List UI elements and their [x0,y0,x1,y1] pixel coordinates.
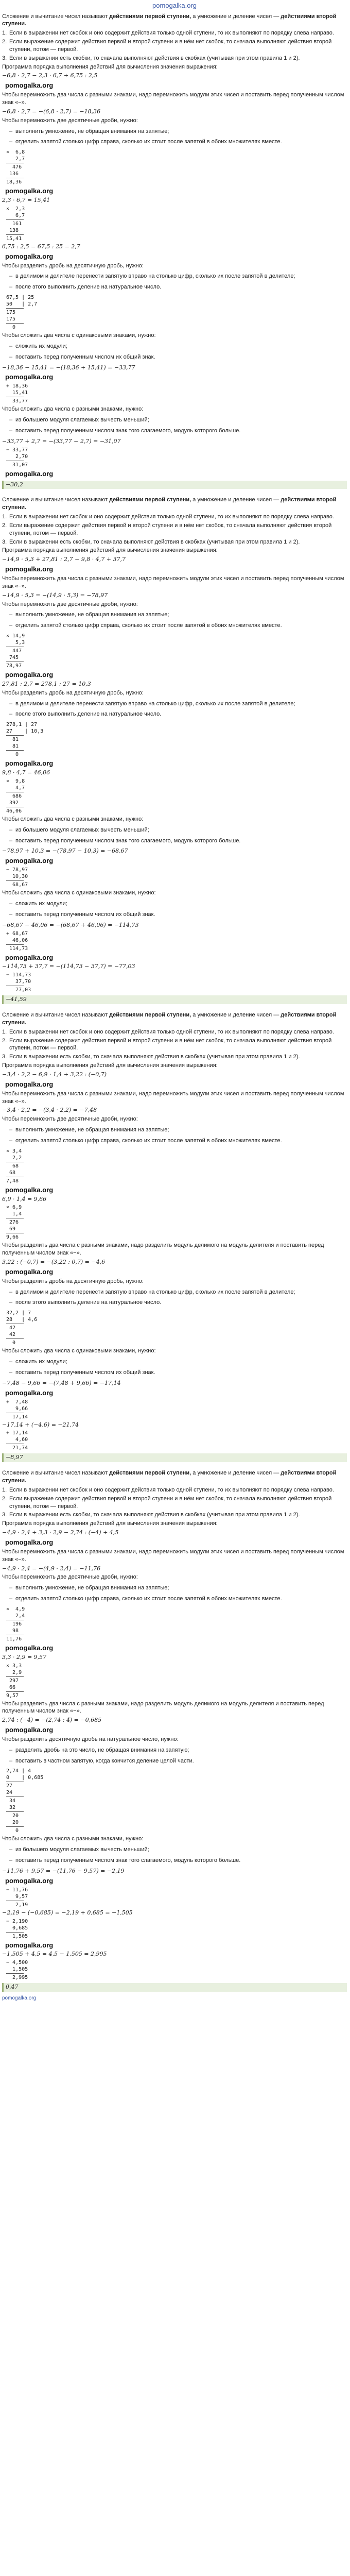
answer: 0,47 [2,1983,347,1992]
problem-3: Сложение и вычитание чисел называют действиями первой ступени, а умножение и деление чисел — действиями второй ступени. 1. Если в выражении нет скобок и оно содержит действия только одной ступени, то их выполняют по порядку слева направо. 2. Если выражение содержит действия первой и второй ступени и в нём нет скобок, то сначала выполняют действия второй ступени, потом — первой. 3. Если в выражении есть скобки, то сначала выполняют действия в скобках (учитывая при этом правила 1 и 2). Программа порядка выполнения действий для вычисления значения выражения: −3,4 · 2,2 − 6,9 · 1,4 + 3,22 : (−0,7) pomogalka.org Чтобы перемножить два числа с разными знаками, надо перемножить модули этих чисел и поставить перед полученным числом знак «−». −3,4 · 2,2 = −(3,4 · 2,2) = −7,48 Чтобы перемножить две десятичные дроби, нужно: – выполнить умножение, не обращая внимания на запятые; – отделить запятой столько цифр справа, сколько их стоит после запятой в обоих множителях вместе. × 3,4 2,2 68 68 7,48 pomogalka.org 6,9 · 1,4 = 9,66 × 6,9 1,4 276 69 9,66 Чтобы разделить два числа с разными знаками, надо разделить модуль делимого на модуль делителя и поставить перед полученным числом знак «−». 3,22 : (−0,7) = −(3,22 : 0,7) = −4,6 pomogalka.org Чтобы разделить дробь на десятичную дробь, нужно: – в делимом и делителе перенести запятую вправо на столько цифр, сколько их после запятой в делителе; – после этого выполнить деление на натуральное число. 32,2 | 7 28 | 4,6 42 42 0 Чтобы сложить два числа с одинаковыми знаками, нужно: – сложить их модули; – поставить перед полученным числом их общий знак. −7,48 − 9,66 = −(7,48 + 9,66) = −17,14 pomogalka.org + 7,48 9,66 17,14 −17,14 + (−4,6) = −21,74 + 17,14 4,60 21,74 −8,97 [2,1011,347,1462]
problem-2: Сложение и вычитание чисел называют действиями первой ступени, а умножение и деление чисел — действиями второй ступени. 1. Если в выражении нет скобок и оно содержит действия только одной ступени, то их выполняют по порядку слева направо. 2. Если выражение содержит действия первой и второй ступени и в нём нет скобок, то сначала выполняют действия второй ступени, потом — первой. 3. Если в выражении есть скобки, то сначала выполняют действия в скобках (учитывая при этом правила 1 и 2). Программа порядка выполнения действий для вычисления значения выражения: −14,9 · 5,3 + 27,81 : 2,7 − 9,8 · 4,7 + 37,7 pomogalka.org Чтобы перемножить два числа с разными знаками, надо перемножить модули этих чисел и поставить перед полученным числом знак «−». −14,9 · 5,3 = −(14,9 · 5,3) = −78,97 Чтобы перемножить две десятичные дроби, нужно: – выполнить умножение, не обращая внимания на запятые; – отделить запятой столько цифр справа, сколько их стоит после запятой в обоих множителях вместе. × 14,9 5,3 447 745 78,97 pomogalka.org 27,81 : 2,7 = 278,1 : 27 = 10,3 Чтобы разделить дробь на десятичную дробь, нужно: – в делимом и делителе перенести запятую вправо на столько цифр, сколько их после запятой в делителе; – после этого выполнить деление на натуральное число. 278,1 | 27 27 | 10,3 81 81 0 pomogalka.org 9,8 · 4,7 = 46,06 × 9,8 4,7 686 392 46,06 Чтобы сложить два числа с разными знаками, нужно: – из большего модуля слагаемых вычесть меньший; – поставить перед полученным числом знак того слагаемого, модуль которого больше. −78,97 + 10,3 = −(78,97 − 10,3) = −68,67 pomogalka.org − 78,97 10,30 68,67 Чтобы сложить два числа с одинаковыми знаками, нужно: – сложить их модули; – поставить перед полученным числом их общий знак. −68,67 − 46,06 = −(68,67 + 46,06) = −114,73 + 68,67 46,06 114,73 pomogalka.org −114,73 + 37,7 = −(114,73 − 37,7) = −77,03 − 114,73 37,70 77,03 −41,59 [2,496,347,1004]
calc-line: −18,36 − 15,41 = −(18,36 + 15,41) = −33,77 [2,364,135,371]
column-calc: × 6,8 2,7 476 136 18,36 [6,149,25,185]
answer: −8,97 [2,1453,347,1462]
footer-brand[interactable]: pomogalka.org [2,1995,37,2002]
problem-expression: −6,8 · 2,7 − 2,3 · 6,7 + 6,75 : 2,5 [2,72,98,79]
step-list: – выполнить умножение, не обращая внимания на запятые; – отделить запятой столько цифр справа, сколько их стоит после запятой в обоих множителях вместе. [9,128,347,146]
calc-line: 6,75 : 2,5 = 67,5 : 25 = 2,7 [2,243,80,250]
problem-expression: −14,9 · 5,3 + 27,81 : 2,7 − 9,8 · 4,7 + 37,7 [2,556,126,563]
column-calc: 67,5 | 25 50 | 2,7 175 175 0 [6,295,38,331]
rule-3: Если в выражении есть скобки, то сначала выполняют действия в скобках (учитывая при этом правила 1 и 2). [9,55,300,61]
site-brand[interactable]: pomogalka.org [152,2,197,9]
answer: −30,2 [2,481,347,489]
problem-expression: −3,4 · 2,2 − 6,9 · 1,4 + 3,22 : (−0,7) [2,1071,107,1078]
problem-4: Сложение и вычитание чисел называют действиями первой ступени, а умножение и деление чисел — действиями второй ступени. 1. Если в выражении нет скобок и оно содержит действия только одной ступени, то их выполняют по порядку слева направо. 2. Если выражение содержит действия первой и второй ступени и в нём нет скобок, то сначала выполняют действия второй ступени, потом — первой. 3. Если в выражении есть скобки, то сначала выполняют действия в скобках (учитывая при этом правила 1 и 2). Программа порядка выполнения действий для вычисления значения выражения: −4,9 · 2,4 + 3,3 · 2,9 − 2,74 : (−4) + 4,5 pomogalka.org Чтобы перемножить два числа с разными знаками, надо перемножить модули этих чисел и поставить перед полученным числом знак «−». −4,9 · 2,4 = −(4,9 · 2,4) = −11,76 Чтобы перемножить две десятичные дроби, нужно: – выполнить умножение, не обращая внимания на запятые; – отделить запятой столько цифр справа, сколько их стоит после запятой в обоих множителях вместе. × 4,9 2,4 196 98 11,76 pomogalka.org 3,3 · 2,9 = 9,57 × 3,3 2,9 297 66 9,57 Чтобы разделить два числа с разными знаками, надо разделить модуль делимого на модуль делителя и поставить перед полученным числом знак «−». 2,74 : (−4) = −(2,74 : 4) = −0,685 pomogalka.org Чтобы разделить десятичную дробь на натуральное число, нужно: – разделить дробь на это число, не обращая внимания на запятую; – поставить в частном запятую, когда кончится деление целой части. 2,74 | 4 0 | 0,685 27 24 34 32 20 20 0 Чтобы сложить два числа с разными знаками, нужно: – из большего модуля слагаемых вычесть меньший; – поставить перед полученным числом знак того слагаемого, модуль которого больше. −11,76 + 9,57 = −(11,76 − 9,57) = −2,19 pomogalka.org − 11,76 9,57 2,19 −2,19 − (−0,685) = −2,19 + 0,685 = −1,505 − 2,190 0,685 1,505 pomogalka.org −1,505 + 4,5 = 4,5 − 1,505 = 2,995 − 4,500 1,505 2,995 0,47 [2,1469,347,1992]
calc-line: −6,8 · 2,7 = −(6,8 · 2,7) = −18,36 [2,108,101,115]
program-label: Программа порядка выполнения действий для вычисления значения выражения: [2,63,218,70]
column-calc: + 18,36 15,41 33,77 [6,383,28,404]
problem-1: Сложение и вычитание чисел называют действиями первой ступени, а умножение и деление чисел — действиями второй ступени. 1. Если в выражении нет скобок и оно содержит действия только одной ступени, то их выполняют по порядку слева направо. 2. Если выражение содержит действия первой и второй ступени и в нём нет скобок, то сначала выполняют действия второй ступени, потом — первой. 3. Если в выражении есть скобки, то сначала выполняют действия в скобках (учитывая при этом правила 1 и 2). Программа порядка выполнения действий для вычисления значения выражения: −6,8 · 2,7 − 2,3 · 6,7 + 6,75 : 2,5 pomogalka.org Чтобы перемножить два числа с разными знаками, надо перемножить модули этих чисел и поставить перед полученным числом знак «−». −6,8 · 2,7 = −(6,8 · 2,7) = −18,36 Чтобы перемножить две десятичные дроби, нужно: – выполнить умножение, не обращая внимания на запятые; – отделить запятой столько цифр справа, сколько их стоит после запятой в обоих множителях вместе. × 6,8 2,7 476 136 18,36 pomogalka.org 2,3 · 6,7 = 15,41 × 2,3 6,7 161 138 15,41 6,75 : 2,5 = 67,5 : 25 = 2,7 pomogalka.org Чтобы разделить дробь на десятичную дробь, нужно: – в делимом и делителе перенести запятую вправо на столько цифр, сколько их после запятой в делителе; – после этого выполнить деление на натуральное число. 67,5 | 25 50 | 2,7 175 175 0 Чтобы сложить два числа с одинаковыми знаками, нужно: – сложить их модули; – поставить перед полученным числом их общий знак. −18,36 − 15,41 = −(18,36 + 15,41) = −33,77 pomogalka.org + 18,36 15,41 33,77 Чтобы сложить два числа с разными знаками, нужно: – из большего модуля слагаемых вычесть меньший; – поставить перед полученным числом знак того слагаемого, модуль которого больше. −33,77 + 2,7 = −(33,77 − 2,7) = −31,07 − 33,77 2,70 31,07 pomogalka.org −30,2 [2,13,347,489]
watermark: pomogalka.org [5,81,54,90]
rule-2: Если выражение содержит действия первой и второй ступени и в нём нет скобок, то сначала выполняют действия второй ступени, потом — первой. [9,39,332,53]
column-calc: × 2,3 6,7 161 138 15,41 [6,206,25,242]
calc-line: −33,77 + 2,7 = −(33,77 − 2,7) = −31,07 [2,437,121,445]
problem-expression: −4,9 · 2,4 + 3,3 · 2,9 − 2,74 : (−4) + 4,5 [2,1529,119,1536]
rule-intro: Сложение и вычитание чисел называют действиями первой ступени, а умножение и деление чисел — действиями второй ступени. [2,13,337,27]
rule-multiply-diff: Чтобы перемножить два числа с разными знаками, надо перемножить модули этих чисел и поставить перед полученным числом знак «−». [2,92,344,106]
answer: −41,59 [2,995,347,1004]
calc-line: 2,3 · 6,7 = 15,41 [2,197,50,204]
column-calc: − 33,77 2,70 31,07 [6,447,28,468]
rule-1: Если в выражении нет скобок и оно содержит действия только одной ступени, то их выполняют по порядку слева направо. [9,30,334,37]
